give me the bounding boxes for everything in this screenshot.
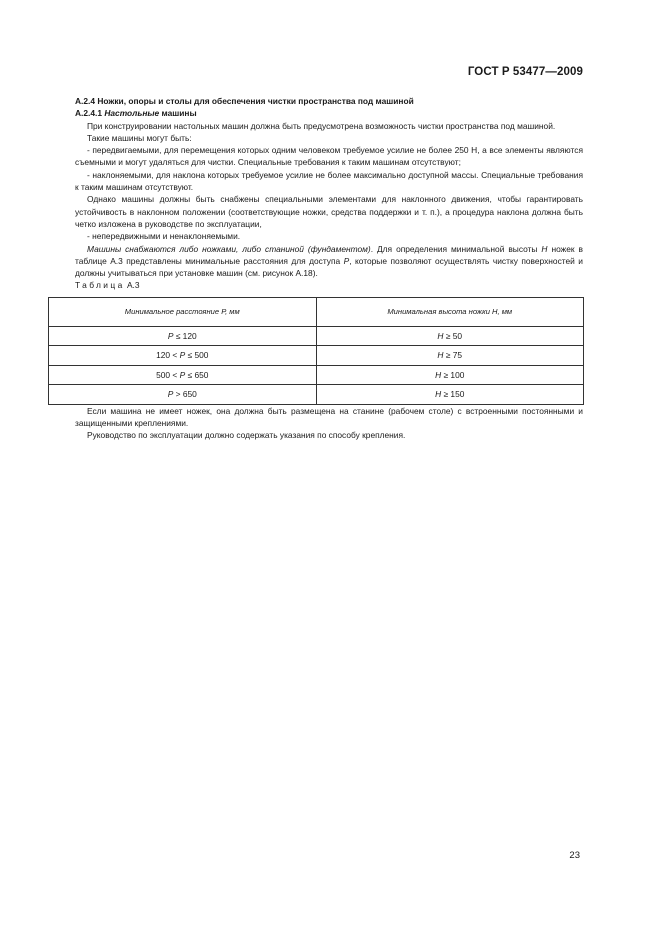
data-table — [48, 297, 584, 405]
paragraph-1: При конструировании настольных машин должна быть предусмотрена возможность чистки пространства под машиной. — [87, 120, 556, 131]
table-cell-distance: 500 < Р ≤ 650 — [49, 365, 317, 385]
table-row — [49, 326, 584, 346]
table-cell-height: Н ≥ 75 — [316, 346, 584, 366]
section-heading — [75, 95, 583, 107]
table-cell-distance: 120 < Р ≤ 500 — [49, 346, 317, 366]
table-caption-word: Таблица — [75, 280, 125, 291]
subsection-heading — [75, 107, 583, 119]
table-row — [49, 385, 584, 405]
table-cell-height: Н ≥ 100 — [316, 365, 584, 385]
paragraph-no-legs: Если машина не имеет ножек, она должна быть размещена на станине (рабочем столе) с встроенными постоянными и защищенными креплениями. — [75, 405, 583, 429]
section-title: Ножки, опоры и столы для обеспечения чистки пространства под машиной — [97, 96, 414, 106]
table-row — [49, 365, 584, 385]
document-body — [75, 95, 583, 442]
subsection-title-italic: Настольные — [104, 108, 160, 119]
table-header-row — [49, 297, 584, 326]
paragraph-tilt-note: Однако машины должны быть снабжены специальными элементами для наклонного движения, чтобы гарантировать устойчивость в наклонном положении (соответствующие ножки, средства поддержки и т. п.), а процедура наклона должна быть четко изложена в руководстве по эксплуатации, — [75, 194, 583, 229]
paragraph-mounting: Руководство по эксплуатации должно содержать указания по способу крепления. — [87, 430, 406, 441]
legs-italic: Машины снабжаются либо ножками, либо станиной (фундаментом) — [87, 243, 371, 254]
list-item-fixed: - непередвижными и ненаклоняемыми. — [87, 231, 241, 242]
table-row — [49, 346, 584, 366]
section-number: А.2.4 — [75, 96, 96, 106]
page-number: 23 — [569, 850, 580, 861]
table-caption-number: А.3 — [124, 280, 140, 291]
list-item-movable: - передвигаемыми, для перемещения которых одним человеком требуемое усилие не более 250 Н, а все элементы являются съемными и могут удаляться для чистки. Специальные требования к таким машинам отсутствуют; — [75, 145, 583, 168]
subsection-number: А.2.4.1 — [75, 108, 103, 119]
table-cell-height: Н ≥ 150 — [316, 385, 584, 405]
paragraph-legs: Машины снабжаются либо ножками, либо станиной (фундаментом). Для определения минимальной высоты Н ножек в таблице А.3 представлены минимальные расстояния для доступа Р, которые позволяют осуществлять чистку поверхностей и должны учитываться при установке машин (см. рисунок А.18). — [75, 243, 584, 279]
table-header-height: Минимальная высота ножки Н, мм — [316, 297, 584, 326]
subsection-title-rest: машины — [159, 108, 197, 119]
table-header-distance: Минимальное расстояние Р, мм — [49, 297, 317, 326]
list-item-tiltable: - наклоняемыми, для наклона которых требуемое усилие не более максимально доступной массы. Специальные требования к таким машинам отсутствуют. — [75, 169, 583, 193]
paragraph-2: Такие машины могут быть: — [87, 132, 192, 143]
table-cell-distance: Р ≤ 120 — [49, 326, 317, 346]
table-caption — [75, 279, 583, 291]
table-cell-height: Н ≥ 50 — [316, 326, 584, 346]
document-header: ГОСТ Р 53477—2009 — [467, 66, 583, 78]
table-cell-distance: Р > 650 — [49, 385, 317, 405]
